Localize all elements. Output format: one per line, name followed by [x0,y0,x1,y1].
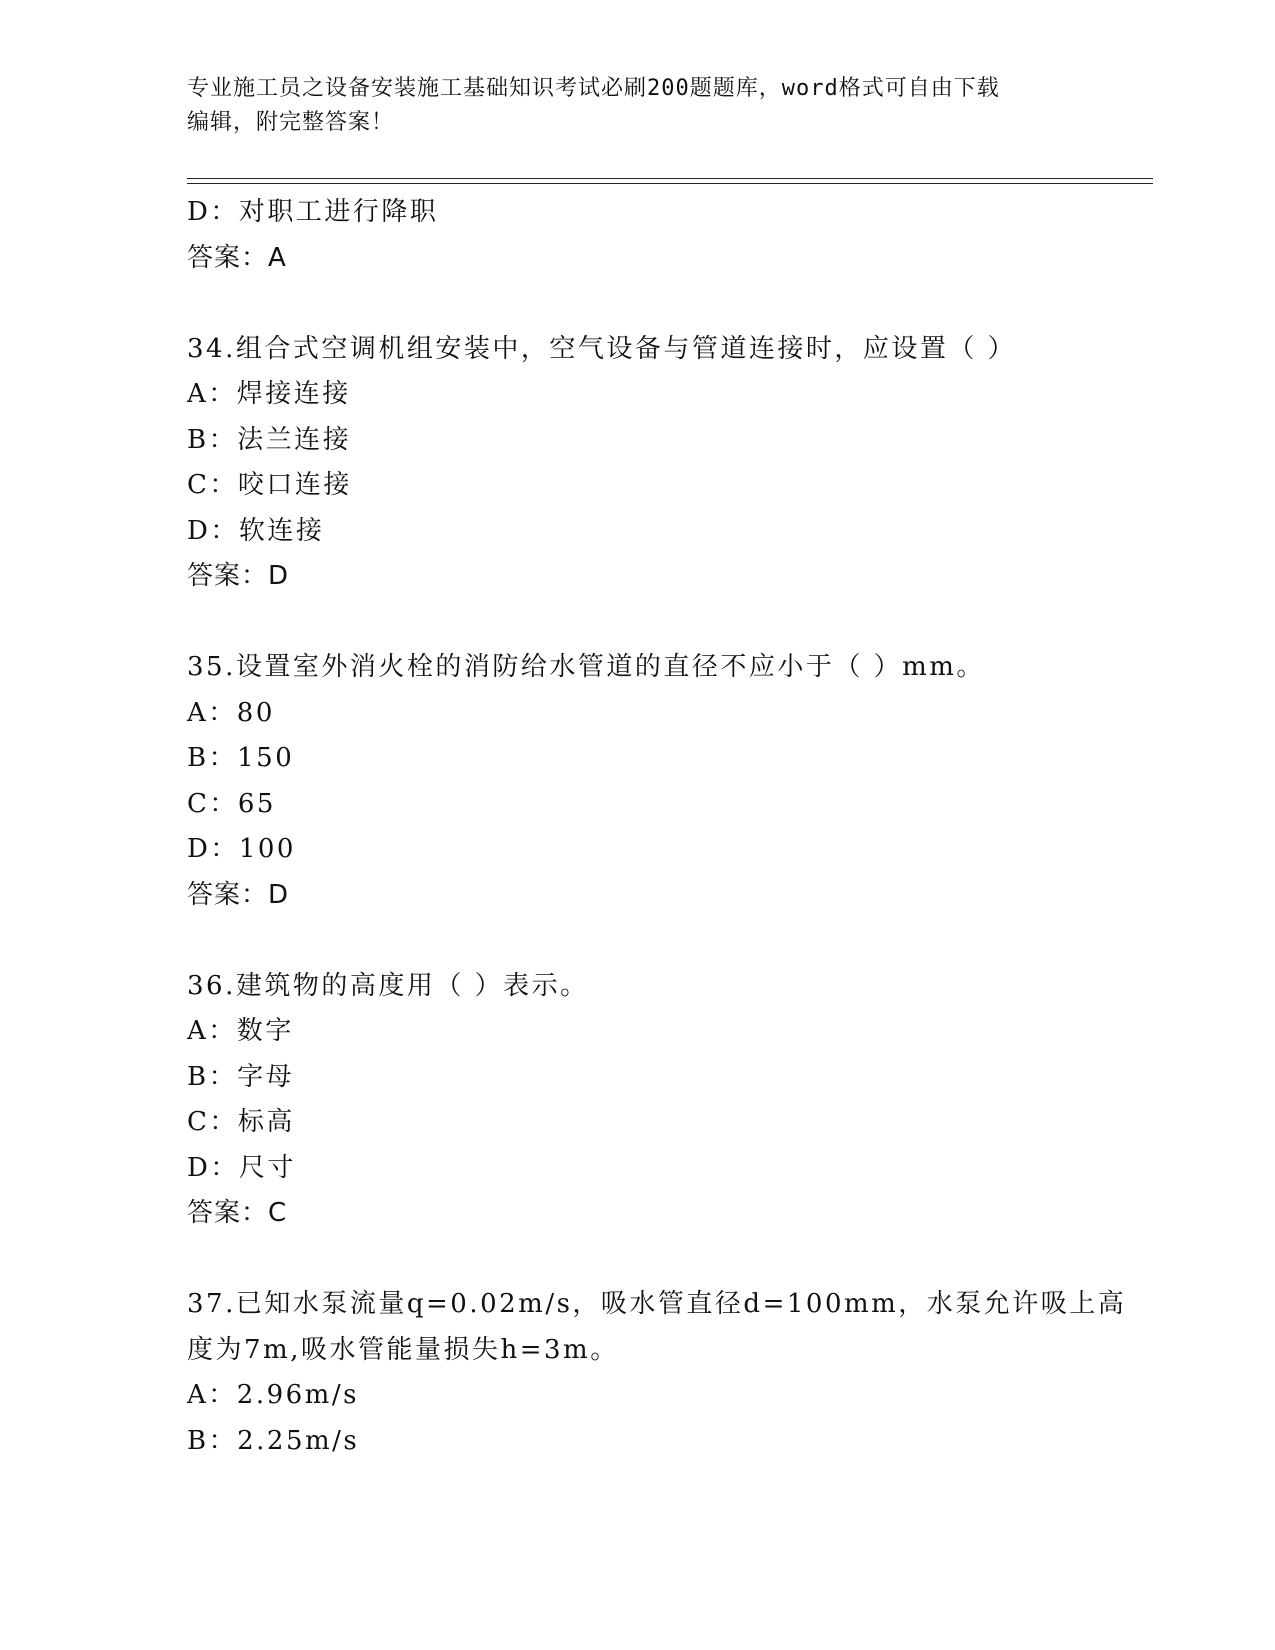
question-36-option-c: C：标高 [187,1107,295,1137]
question-35-answer: 答案：D [187,879,290,910]
prev-answer: 答案：A [187,242,287,273]
question-37-option-b: B：2.25m/s [187,1425,360,1456]
question-34-option-d: D：软连接 [187,515,325,546]
header-rule-top [187,178,1153,179]
question-35-stem: 35.设置室外消火栓的消防给水管道的直径不应小于（ ）mm。 [187,652,985,682]
header-line-2: 编辑，附完整答案！ [187,110,395,135]
question-37-stem: 37.已知水泵流量q=0.02m/s，吸水管直径d=100mm，水泵允许吸上高 [187,1289,1127,1319]
question-37-option-a: A：2.96m/s [187,1380,359,1410]
question-34-option-c: C：咬口连接 [187,470,352,500]
question-35-option-b: B：150 [187,743,295,773]
question-36-option-d: D：尺寸 [187,1152,296,1183]
question-34-option-a: A：焊接连接 [187,379,351,409]
question-34-option-b: B：法兰连接 [187,424,352,455]
spacer [187,281,1087,327]
prev-option-d: D：对职工进行降职 [187,197,439,227]
spacer [187,1237,1087,1283]
header-rule-bottom [187,183,1153,184]
spacer [187,600,1087,646]
header-line-1: 专业施工员之设备安装施工基础知识考试必刷200题题库，word格式可自由下载 [187,76,1000,101]
question-list [187,190,1127,1464]
question-37-stem-continued: 度为7m,吸水管能量损失h=3m。 [187,1334,619,1365]
question-36-option-a: A：数字 [187,1016,294,1046]
question-35-option-d: D：100 [187,834,296,864]
document-header [187,72,1067,140]
question-35-option-c: C：65 [187,788,276,819]
question-34-stem: 34.组合式空调机组安装中，空气设备与管道连接时，应设置（ ） [187,333,1017,364]
question-35-option-a: A：80 [187,697,275,728]
question-36-answer: 答案：C [187,1198,288,1228]
spacer [187,918,1087,964]
question-34-answer: 答案：D [187,561,290,591]
question-36-option-b: B：字母 [187,1061,295,1092]
question-36-stem: 36.建筑物的高度用（ ）表示。 [187,970,589,1001]
